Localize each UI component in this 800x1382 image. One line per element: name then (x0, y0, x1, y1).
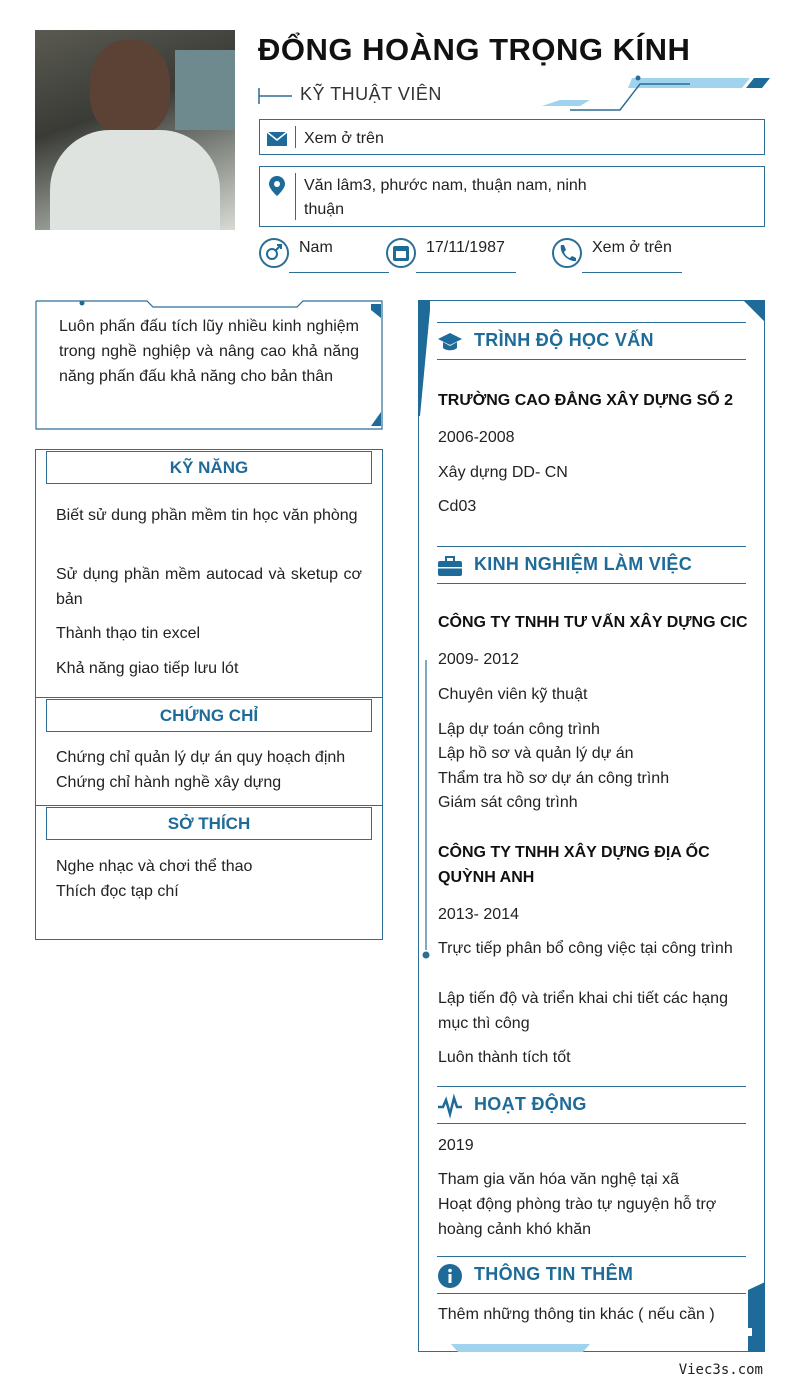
header-decoration (540, 74, 770, 114)
phone-icon (552, 238, 582, 268)
activity-item: Tham gia văn hóa văn nghệ tại xã (438, 1171, 680, 1188)
certificates-heading: CHỨNG CHỈ (46, 699, 372, 732)
left-column (35, 449, 383, 940)
job-task: Lập dự toán công trình (438, 721, 600, 738)
title-line-decoration (258, 86, 294, 106)
job-years: 2013- 2014 (438, 906, 519, 923)
gender-field (259, 236, 379, 276)
address-row (259, 166, 765, 227)
experience-heading: KINH NGHIỆM LÀM VIỆC (474, 554, 693, 574)
summary-box (35, 300, 383, 430)
info-icon (437, 1263, 463, 1289)
job-title: KỸ THUẬT VIÊN (300, 84, 442, 104)
additional-header (437, 1256, 746, 1294)
skill-item: Thành thạo tin excel (56, 625, 201, 642)
job-task: Thẩm tra hồ sơ dự án công trình (438, 770, 670, 787)
gender-icon (259, 238, 289, 268)
gender-value: Nam (299, 239, 333, 256)
activity-year: 2019 (438, 1137, 474, 1154)
education-years: 2006-2008 (438, 429, 515, 446)
birthday-field (386, 236, 526, 276)
summary-text: Luôn phấn đấu tích lũy nhiều kinh nghiệm trong nghề nghiệp và nâng cao khả năng năng phấn đấu khả năng cho bản thân (59, 318, 359, 385)
birthday-value: 17/11/1987 (426, 239, 505, 256)
briefcase-icon (437, 553, 463, 579)
job-task: Trực tiếp phân bổ công việc tại công trình (438, 940, 733, 957)
job-result: Luôn thành tích tốt (438, 1049, 571, 1066)
hobby-item: Thích đọc tạp chí (56, 883, 179, 900)
certificate-item: Chứng chỉ hành nghề xây dựng (56, 774, 282, 791)
education-heading: TRÌNH ĐỘ HỌC VẤN (474, 330, 654, 350)
email-row (259, 119, 765, 155)
job-task: Lập hồ sơ và quản lý dự án (438, 745, 634, 762)
skill-item: Biết sử dung phần mềm tin học văn phòng (56, 507, 358, 524)
calendar-icon (386, 238, 416, 268)
education-header (437, 322, 746, 360)
skill-item: Khả năng giao tiếp lưu lót (56, 660, 239, 677)
phone-value: Xem ở trên (592, 239, 672, 256)
company-name: CÔNG TY TNHH XÂY DỰNG ĐỊA ỐC QUỲNH ANH (438, 844, 710, 886)
education-class: Cd03 (438, 498, 477, 515)
graduation-cap-icon (437, 329, 463, 355)
envelope-icon (266, 128, 288, 150)
experience-header (437, 546, 746, 584)
activity-item: Hoạt động phòng trào tự nguyện hỗ trợ hoàng cảnh khó khăn (438, 1196, 717, 1238)
job-task: Lập tiến độ và triển khai chi tiết các hạng mục thì công (438, 990, 728, 1032)
hobby-item: Nghe nhạc và chơi thể thao (56, 858, 253, 875)
activities-heading: HOẠT ĐỘNG (474, 1094, 587, 1114)
candidate-name: ĐỔNG HOÀNG TRỌNG KÍNH (258, 32, 691, 67)
job-position: Chuyên viên kỹ thuật (438, 686, 588, 703)
job-years: 2009- 2012 (438, 651, 519, 668)
additional-heading: THÔNG TIN THÊM (474, 1264, 634, 1284)
company-name: CÔNG TY TNHH TƯ VẤN XÂY DỰNG CIC (438, 614, 748, 631)
location-pin-icon (266, 175, 288, 197)
right-column (418, 300, 765, 1352)
school-name: TRƯỜNG CAO ĐẲNG XÂY DỰNG SỐ 2 (438, 392, 734, 409)
pulse-icon (437, 1093, 463, 1119)
email-value: Xem ở trên (304, 130, 384, 147)
activities-header (437, 1086, 746, 1124)
profile-photo (35, 30, 235, 230)
additional-text: Thêm những thông tin khác ( nếu cần ) (438, 1306, 715, 1323)
education-major: Xây dựng DD- CN (438, 464, 568, 481)
skills-heading: KỸ NĂNG (46, 451, 372, 484)
footer-brand: Viec3s.com (678, 1362, 763, 1378)
phone-field (552, 236, 692, 276)
job-task: Giám sát công trình (438, 794, 578, 811)
hobbies-heading: SỞ THÍCH (46, 807, 372, 840)
address-value: Văn lâm3, phước nam, thuận nam, ninh thuận (304, 177, 587, 218)
skill-item: Sử dụng phần mềm autocad và sketup cơ bản (56, 566, 362, 608)
certificate-item: Chứng chỉ quản lý dự án quy hoạch định (56, 749, 346, 766)
